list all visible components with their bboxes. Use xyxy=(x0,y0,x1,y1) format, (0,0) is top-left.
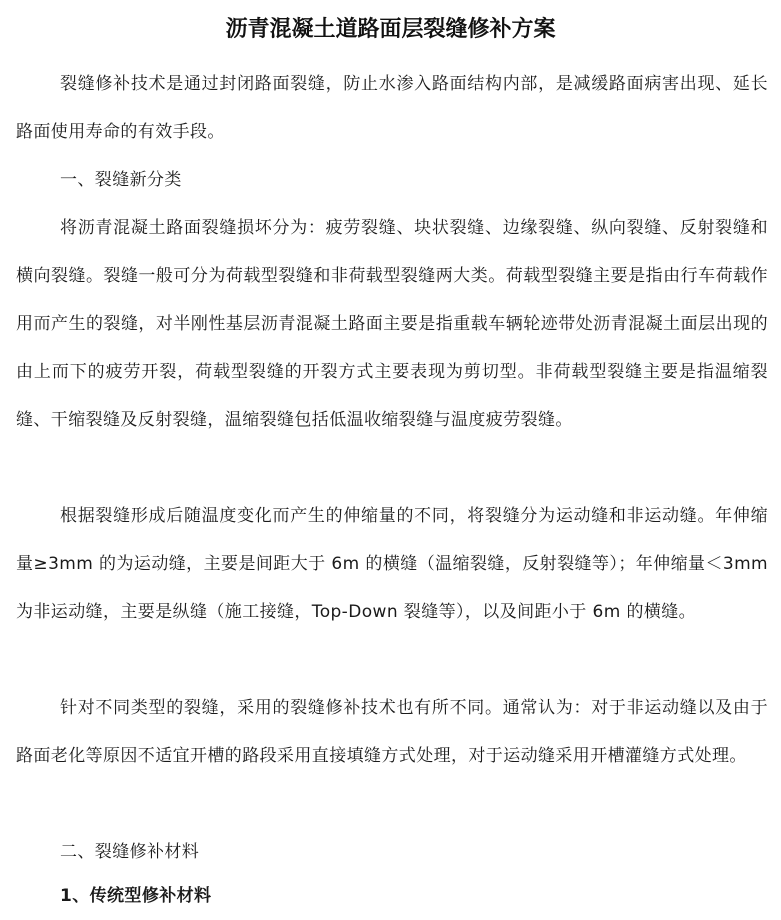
section-1-paragraph-3: 针对不同类型的裂缝，采用的裂缝修补技术也有所不同。通常认为：对于非运动缝以及由于路面老化等原因不适宜开槽的路段采用直接填缝方式处理，对于运动缝采用开槽灌缝方式处理。 xyxy=(16,698,768,766)
document-title: 沥青混凝土道路面层裂缝修补方案 xyxy=(225,17,556,42)
intro-paragraph: 裂缝修补技术是通过封闭路面裂缝，防止水渗入路面结构内部，是减缓路面病害出现、延长路面使用寿命的有效手段。 xyxy=(16,74,768,142)
subsection-heading: 1、传统型修补材料 xyxy=(60,886,212,906)
section-2-heading: 二、裂缝修补材料 xyxy=(60,842,200,862)
section-1-heading: 一、裂缝新分类 xyxy=(60,170,182,190)
section-1-paragraph-2: 根据裂缝形成后随温度变化而产生的伸缩量的不同，将裂缝分为运动缝和非运动缝。年伸缩量≥3mm 的为运动缝，主要是间距大于 6m 的横缝（温缩裂缝，反射裂缝等）；年伸缩量＜3mm 为非运动缝，主要是纵缝（施工接缝，Top-Down 裂缝等），以及间距小于 6m 的横缝。 xyxy=(16,506,768,622)
section-1-paragraph-1: 将沥青混凝土路面裂缝损坏分为：疲劳裂缝、块状裂缝、边缘裂缝、纵向裂缝、反射裂缝和横向裂缝。裂缝一般可分为荷载型裂缝和非荷载型裂缝两大类。荷载型裂缝主要是指由行车荷载作用而产生的裂缝，对半刚性基层沥青混凝土路面主要是指重载车辆轮迹带处沥青混凝土面层出现的由上而下的疲劳开裂，荷载型裂缝的开裂方式主要表现为剪切型。非荷载型裂缝主要是指温缩裂缝、干缩裂缝及反射裂缝，温缩裂缝包括低温收缩裂缝与温度疲劳裂缝。 xyxy=(16,218,768,430)
